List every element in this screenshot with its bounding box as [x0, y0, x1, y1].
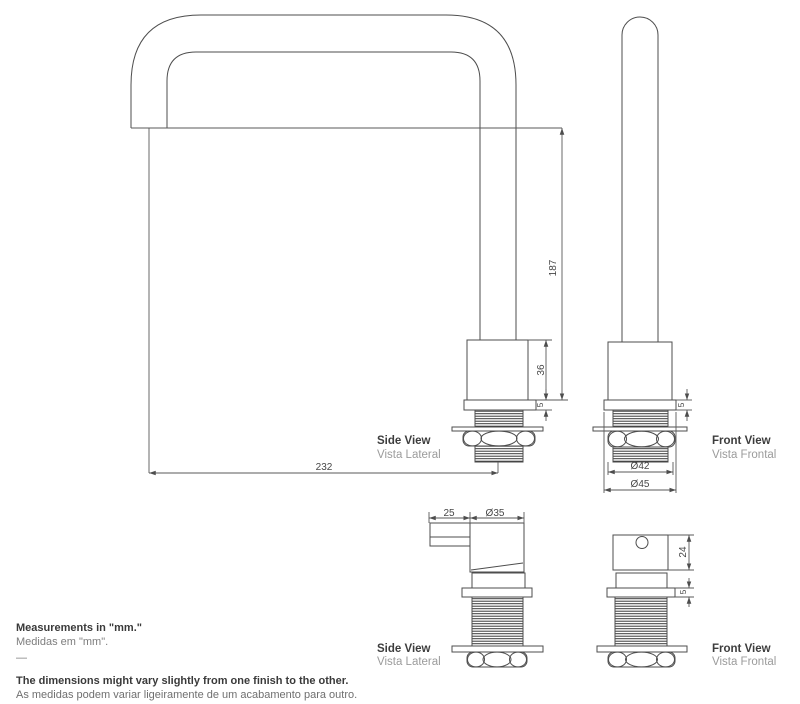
hex-nut-front: [608, 431, 675, 447]
handle-base-front: [616, 573, 667, 588]
handle-thread-front: [615, 597, 667, 646]
dim-24: 24: [678, 546, 689, 558]
bottom-front-view-label: Front View: [712, 643, 771, 655]
note-measurements-pt: Medidas em "mm".: [16, 636, 109, 648]
flange-side: [464, 400, 536, 410]
note-divider: —: [16, 652, 27, 664]
handle-lever-side: [430, 523, 470, 546]
spout-outer-line: [131, 15, 516, 340]
thread-lower-front: [613, 447, 668, 462]
bottom-front-view-label-pt: Vista Frontal: [712, 656, 777, 668]
handle-flange-front: [607, 588, 675, 597]
thread-upper-side: [475, 410, 523, 427]
handle-washer-front: [597, 646, 687, 652]
handle-body-front: [613, 535, 668, 570]
dim-36: 36: [536, 364, 547, 376]
top-side-view: [131, 15, 543, 462]
top-front-view: [593, 17, 687, 462]
handle-nut-side: [467, 652, 527, 667]
dim-187: 187: [548, 259, 559, 277]
notes-block: [16, 622, 357, 701]
handle-washer-side: [452, 646, 543, 652]
valve-body-front: [608, 342, 672, 400]
dim-5-front: 5: [676, 402, 686, 408]
handle-flange-side: [462, 588, 532, 597]
top-side-view-label: Side View: [377, 435, 431, 447]
dim-5-side: 5: [535, 402, 545, 408]
note-variance-en: The dimensions might vary slightly from one finish to the other.: [16, 675, 349, 687]
handle-body-side: [470, 523, 524, 572]
handle-thread-side: [472, 597, 523, 646]
bottom-side-view-label-pt: Vista Lateral: [377, 656, 441, 668]
thread-lower-side: [475, 446, 523, 462]
dim-232: 232: [315, 462, 333, 473]
spout-inner-line: [167, 52, 480, 340]
bottom-side-view-label: Side View: [377, 643, 431, 655]
dim-d35: Ø35: [485, 508, 505, 519]
top-front-view-label-pt: Vista Frontal: [712, 449, 777, 461]
handle-nut-front: [608, 652, 675, 667]
top-side-view-label-pt: Vista Lateral: [377, 449, 441, 461]
dim-d42: Ø42: [630, 461, 650, 472]
top-front-view-label: Front View: [712, 435, 771, 447]
washer-front: [593, 427, 687, 431]
bottom-side-view: [430, 523, 543, 667]
hex-nut-side: [463, 431, 535, 446]
pipe-front: [622, 17, 658, 342]
washer-side: [452, 427, 543, 431]
valve-body-side: [467, 340, 528, 400]
bottom-front-view: [597, 535, 687, 667]
note-variance-pt: As medidas podem variar ligeiramente de um acabamento para outro.: [16, 689, 358, 701]
note-measurements-en: Measurements in "mm.": [16, 622, 142, 634]
dim-5-handle: 5: [678, 589, 688, 595]
dim-d45: Ø45: [630, 479, 650, 490]
handle-base-side: [472, 573, 525, 588]
flange-front: [604, 400, 676, 410]
thread-upper-front: [613, 410, 668, 427]
dim-25: 25: [443, 508, 455, 519]
